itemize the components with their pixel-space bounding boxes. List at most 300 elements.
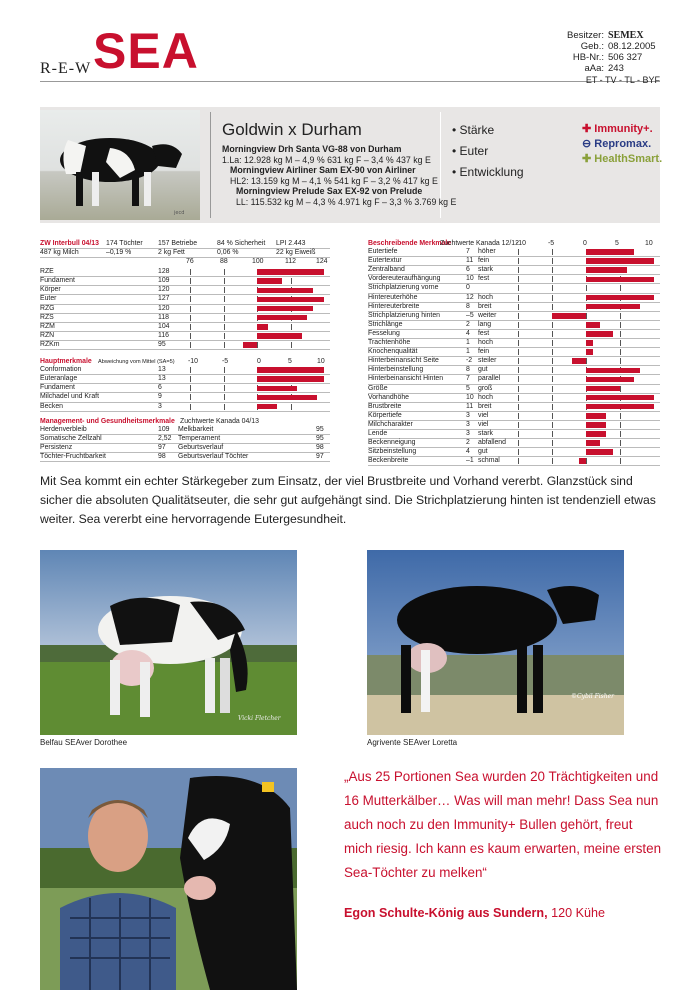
grid-tick [620, 440, 621, 446]
haupt-value: 13 [158, 375, 166, 383]
besch-value: –5 [466, 311, 474, 319]
zw-head: 84 % Sicherheit [217, 240, 266, 247]
table-row [40, 375, 330, 384]
aaa-value: 243 [608, 63, 624, 74]
grid-tick [518, 358, 519, 364]
besch-bar [586, 304, 640, 310]
grid-tick [224, 394, 225, 400]
besch-desc: höher [478, 248, 496, 256]
besch-bar [586, 349, 593, 355]
mgmt-value: 97 [158, 443, 166, 451]
grid-tick [190, 269, 191, 275]
besch-desc: viel [478, 420, 489, 428]
bullet-item: • Euter [452, 144, 489, 158]
besch-bar [586, 258, 654, 264]
besch-value: 2 [466, 320, 470, 328]
caption-dorothee: Belfau SEAver Dorothee [40, 738, 128, 747]
besch-value: 7 [466, 248, 470, 256]
grid-tick [291, 278, 292, 284]
table-row [40, 314, 330, 323]
zw-label: RZE [40, 268, 54, 276]
pedigree-details [222, 144, 456, 208]
grid-tick [552, 358, 553, 364]
grid-tick [224, 315, 225, 321]
grid-tick [190, 376, 191, 382]
grid-tick [518, 249, 519, 255]
cow-silhouette-icon [40, 110, 200, 220]
grid-tick [620, 358, 621, 364]
grid-tick [190, 296, 191, 302]
besch-label: Milchcharakter [368, 420, 413, 428]
grid-tick [190, 385, 191, 391]
besch-desc: fest [478, 275, 490, 283]
zw-bar [257, 269, 324, 275]
grid-tick [620, 422, 621, 428]
table-row [368, 357, 660, 366]
aaa-label: aAa: [584, 63, 604, 74]
granddam: Morningview Airliner Sam EX-90 von Airliner [230, 165, 416, 176]
besch-desc: gut [478, 366, 488, 374]
grid-tick [552, 340, 553, 346]
zw-sub: 2 kg Fett [158, 249, 185, 257]
grid-tick [518, 322, 519, 328]
zw-label: Fundament [40, 277, 75, 285]
haupt-sub: Abweichung vom Mittel (SA=5) [98, 359, 175, 366]
zw-value: 104 [158, 322, 170, 330]
grid-tick [190, 324, 191, 330]
testimonial-author [344, 906, 605, 920]
grid-tick [552, 331, 553, 337]
zw-scale-tick: 76 [186, 258, 194, 266]
besch-value: –1 [466, 457, 474, 465]
grid-tick [518, 386, 519, 392]
bull-photo [40, 110, 200, 220]
besch-bar [586, 386, 620, 392]
grid-tick [224, 278, 225, 284]
haupt-bar [257, 404, 277, 410]
table-row [368, 412, 660, 421]
grid-tick [190, 315, 191, 321]
table-row [368, 430, 660, 439]
besch-value: 6 [466, 266, 470, 274]
birth-label: Geb.: [580, 41, 604, 52]
grid-tick [224, 306, 225, 312]
table-row [40, 426, 330, 435]
healthsmart-icon: ✚ [582, 153, 592, 165]
grid-tick [257, 342, 258, 348]
table-row [40, 323, 330, 332]
dam-performance: 1.La: 12.928 kg M – 4,9 % 631 kg F – 3,4 % 437 kg E [222, 154, 431, 165]
besch-bar [586, 440, 600, 446]
hb-label: HB-Nr.: [572, 52, 604, 63]
besch-desc: lang [478, 320, 492, 328]
zw-value: 95 [158, 340, 166, 348]
dam: Morningview Drh Santa VG-88 von Durham [222, 144, 402, 154]
besch-bar [586, 422, 606, 428]
mgmt-label: Melkbarkeit [178, 425, 214, 433]
grid-tick [552, 304, 553, 310]
zw-head: 157 Betriebe [158, 240, 198, 247]
haupt-label: Becken [40, 402, 63, 410]
zw-bar [257, 315, 307, 321]
besch-value: 0 [466, 284, 470, 292]
mgmt-label: Temperament [178, 434, 221, 442]
great-granddam: Morningview Prelude Sax EX-92 von Prelude [236, 186, 423, 197]
table-row [40, 305, 330, 314]
haupt-rows [40, 366, 330, 411]
zw-sub: 487 kg Milch [40, 249, 79, 257]
grid-tick [620, 349, 621, 355]
zw-value: 128 [158, 268, 170, 276]
zw-rows [40, 268, 330, 350]
grid-tick [518, 367, 519, 373]
table-row [368, 394, 660, 403]
besch-value: 11 [466, 402, 474, 410]
haupt-title: Hauptmerkmale [40, 358, 92, 366]
mgmt-title: Management- und Gesundheitsmerkmale [40, 417, 175, 425]
haupt-scale-tick: 0 [257, 358, 261, 366]
mgmt-value: 97 [316, 452, 324, 460]
besch-label: Zentralband [368, 266, 405, 274]
besch-desc: weiter [478, 311, 497, 319]
besch-label: Beckenbreite [368, 457, 409, 465]
table-row [368, 330, 660, 339]
table-row [368, 294, 660, 303]
zw-label: RZM [40, 322, 55, 330]
mgmt-label: Herdenverbleib [40, 425, 87, 433]
zw-label: RZKm [40, 340, 60, 348]
hb-value: 506 327 [608, 52, 643, 63]
grid-tick [518, 449, 519, 455]
besch-label: Knochenqualität [368, 348, 418, 356]
besch-value: 8 [466, 366, 470, 374]
brand-prefix: R-E-W [40, 60, 92, 77]
haupt-bar [257, 367, 324, 373]
grid-tick [518, 267, 519, 273]
mgmt-label: Somatische Zellzahl [40, 434, 102, 442]
grid-tick [620, 449, 621, 455]
besch-label: Körpertiefe [368, 411, 402, 419]
grid-tick [291, 342, 292, 348]
grid-tick [518, 313, 519, 319]
grid-tick [620, 331, 621, 337]
besch-desc: fein [478, 348, 490, 356]
besch-value: 10 [466, 393, 474, 401]
besch-desc: steiler [478, 357, 497, 365]
table-row [40, 444, 330, 453]
table-row [40, 286, 330, 295]
grid-tick [518, 331, 519, 337]
granddam-performance: HL2: 13.159 kg M – 4,1 % 541 kg F – 3,2 % 417 kg E [230, 175, 438, 186]
zw-value: 116 [158, 331, 169, 339]
zw-bar [257, 324, 268, 330]
grid-tick [224, 269, 225, 275]
cow-photo-icon [367, 550, 624, 735]
grid-tick [552, 458, 553, 464]
table-row [368, 248, 660, 257]
besch-desc: stark [478, 429, 493, 437]
table-row [368, 385, 660, 394]
besch-label: Strichplatzierung hinten [368, 311, 441, 319]
zw-value: 109 [158, 277, 170, 285]
besch-label: Hintereuterbreite [368, 302, 420, 310]
zw-label: Euter [40, 295, 57, 303]
besch-desc: groß [478, 384, 493, 392]
haupt-bar [257, 386, 297, 392]
zw-head: LPI 2.443 [276, 240, 306, 247]
grid-tick [518, 340, 519, 346]
besch-scale-tick: 5 [615, 240, 619, 247]
grid-tick [224, 296, 225, 302]
besch-label: Hinterbeinansicht Seite [368, 357, 439, 365]
photo-loretta [367, 550, 624, 735]
grid-tick [291, 324, 292, 330]
table-row [40, 403, 330, 412]
haupt-scale-tick: 10 [317, 358, 325, 366]
grid-tick [190, 404, 191, 410]
table-row [368, 303, 660, 312]
zw-bar [257, 306, 313, 312]
besch-desc: schmal [478, 457, 500, 465]
haupt-value: 9 [158, 393, 162, 401]
grid-tick [586, 458, 587, 464]
grid-tick [552, 322, 553, 328]
grid-tick [518, 295, 519, 301]
zw-sub: 0,06 % [217, 249, 239, 257]
zw-sub: 22 kg Eiweiß [276, 249, 316, 257]
grid-tick [190, 306, 191, 312]
besch-desc: stark [478, 266, 493, 274]
zw-value: 120 [158, 286, 170, 294]
grid-tick [552, 395, 553, 401]
besch-desc: parallel [478, 375, 501, 383]
zw-scale-tick: 124 [316, 258, 328, 266]
table-row [368, 275, 660, 284]
besch-bar [586, 277, 654, 283]
owner-label: Besitzer: [567, 30, 604, 41]
besch-label: Hinterbeinansicht Hinten [368, 375, 444, 383]
mgmt-label: Töchter-Fruchtbarkeit [40, 452, 106, 460]
birth-value: 08.12.2005 [608, 41, 656, 52]
table-row [368, 366, 660, 375]
grid-tick [224, 404, 225, 410]
besch-label: Vorhandhöhe [368, 393, 410, 401]
photo-dorothee [40, 550, 297, 735]
mgmt-sub: Zuchtwerte Kanada 04/13 [180, 417, 259, 425]
zw-label: RZG [40, 304, 55, 312]
herd-size: 120 Kühe [551, 906, 606, 920]
haupt-scale-tick: 5 [288, 358, 292, 366]
besch-label: Trachtenhöhe [368, 339, 411, 347]
grid-tick [620, 340, 621, 346]
grid-tick [586, 285, 587, 291]
grid-tick [552, 376, 553, 382]
grid-tick [190, 278, 191, 284]
besch-desc: viel [478, 411, 489, 419]
mgmt-value: 98 [158, 452, 166, 460]
besch-desc: fest [478, 329, 490, 337]
grid-tick [586, 313, 587, 319]
immunity-badge: Immunity+. [594, 123, 653, 135]
zw-label: RZN [40, 331, 55, 339]
besch-desc: fein [478, 257, 490, 265]
besch-value: 4 [466, 448, 470, 456]
mgmt-value: 98 [316, 443, 324, 451]
besch-label: Beckenneigung [368, 439, 416, 447]
zw-value: 118 [158, 313, 169, 321]
table-row [368, 448, 660, 457]
haupt-value: 13 [158, 366, 166, 374]
grid-tick [552, 413, 553, 419]
zw-label: Körper [40, 286, 61, 294]
grid-tick [224, 324, 225, 330]
besch-bar [586, 431, 606, 437]
table-row [40, 393, 330, 402]
grid-tick [190, 287, 191, 293]
repromax-icon: ⊖ [582, 138, 592, 150]
grid-tick [291, 404, 292, 410]
besch-rows [368, 248, 660, 466]
besch-label: Hinterbeinstellung [368, 366, 424, 374]
besch-desc: abfallend [478, 439, 506, 447]
grid-tick [224, 342, 225, 348]
farmer-calf-photo-icon [40, 768, 297, 990]
table-row [368, 312, 660, 321]
besch-bar [586, 449, 613, 455]
bullet-item: • Entwicklung [452, 165, 524, 179]
besch-label: Sitzbeinstellung [368, 448, 417, 456]
besch-value: 1 [466, 339, 470, 347]
bull-name: SEA [93, 23, 199, 79]
immunity-icon: ✚ [582, 123, 592, 135]
grid-tick [620, 313, 621, 319]
grid-tick [518, 395, 519, 401]
grid-tick [224, 287, 225, 293]
besch-label: Hintereuterhöhe [368, 293, 418, 301]
besch-table [368, 240, 660, 466]
table-row [40, 341, 330, 350]
besch-label: Eutertiefe [368, 248, 398, 256]
grid-tick [552, 258, 553, 264]
besch-value: 5 [466, 384, 470, 392]
grid-tick [518, 285, 519, 291]
besch-value: 11 [466, 257, 474, 265]
testimonial-quote: „Aus 25 Portionen Sea wurden 20 Trächtigkeiten und 16 Mutterkälber… Was will man mehr! Dass Sea nun auch noch zu den Immunity+ Bullen gehört, freut mich riesig. Ich kann es kaum erwarten, meine ersten Sea-Töchter zu melken“ [344, 769, 662, 880]
mgmt-value: 95 [316, 434, 324, 442]
program-badges [582, 122, 662, 167]
codes: ET - TV - TL - BYF [585, 75, 660, 85]
mgmt-value: 95 [316, 425, 324, 433]
zw-bar [243, 342, 257, 348]
grid-tick [620, 431, 621, 437]
grid-tick [552, 249, 553, 255]
besch-value: 8 [466, 302, 470, 310]
besch-sub: Zuchtwerte Kanada 12/12 [440, 240, 519, 247]
table-row [368, 421, 660, 430]
grid-tick [518, 258, 519, 264]
grid-tick [552, 449, 553, 455]
haupt-scale-tick: -5 [222, 358, 229, 366]
grid-tick [552, 404, 553, 410]
besch-label: Größe [368, 384, 388, 392]
grid-tick [620, 458, 621, 464]
table-row [368, 403, 660, 412]
zw-value: 120 [158, 304, 170, 312]
grid-tick [552, 367, 553, 373]
besch-bar [586, 295, 654, 301]
grid-tick [518, 413, 519, 419]
table-row [368, 439, 660, 448]
besch-bar [586, 368, 640, 374]
repromax-badge: Repromax. [594, 138, 652, 150]
grid-tick [518, 422, 519, 428]
grid-tick [190, 342, 191, 348]
photo-signature: jecd [174, 210, 185, 216]
zw-sub: –0,19 % [106, 249, 132, 257]
mgmt-label: Persistenz [40, 443, 73, 451]
besch-value: 2 [466, 439, 470, 447]
table-row [40, 384, 330, 393]
haupt-scale-tick: -10 [188, 358, 198, 366]
grid-tick [518, 276, 519, 282]
table-row [40, 295, 330, 304]
grid-tick [518, 404, 519, 410]
besch-value: 12 [466, 293, 474, 301]
haupt-label: Conformation [40, 366, 82, 374]
zw-bar [257, 278, 282, 284]
grid-tick [518, 458, 519, 464]
grid-tick [620, 285, 621, 291]
table-row [368, 339, 660, 348]
besch-desc: hoch [478, 293, 493, 301]
grid-tick [552, 295, 553, 301]
besch-desc: gut [478, 448, 488, 456]
haupt-value: 3 [158, 402, 162, 410]
grid-tick [224, 333, 225, 339]
besch-label: Strichlänge [368, 320, 403, 328]
besch-bar [572, 358, 586, 364]
besch-desc: breit [478, 302, 492, 310]
besch-label: Strichplatzierung vorne [368, 284, 439, 292]
zw-bar [257, 288, 313, 294]
haupt-label: Milchadel und Kraft [40, 393, 99, 401]
grid-tick [552, 422, 553, 428]
besch-bar [586, 395, 654, 401]
table-row [368, 266, 660, 275]
bullet-list [452, 120, 524, 183]
zw-bar [257, 297, 324, 303]
table-row [40, 268, 330, 277]
grid-tick [224, 385, 225, 391]
grid-tick [552, 440, 553, 446]
grid-tick [190, 333, 191, 339]
besch-label: Vordereuteraufhängung [368, 275, 441, 283]
zw-scale-tick: 112 [285, 258, 296, 266]
grid-tick [552, 276, 553, 282]
table-row [40, 435, 330, 444]
besch-desc: hoch [478, 393, 493, 401]
table-row [368, 284, 660, 293]
grid-tick [190, 394, 191, 400]
great-granddam-performance: LL: 115.532 kg M – 4,3 % 4.971 kg F – 3,3 % 3.769 kg E [236, 196, 457, 207]
table-row [368, 375, 660, 384]
photo-signature: Vicki Fletcher [238, 715, 281, 722]
grid-tick [190, 367, 191, 373]
besch-value: -2 [466, 357, 473, 365]
besch-label: Brustbreite [368, 402, 402, 410]
bull-meta [567, 30, 660, 86]
grid-tick [518, 431, 519, 437]
